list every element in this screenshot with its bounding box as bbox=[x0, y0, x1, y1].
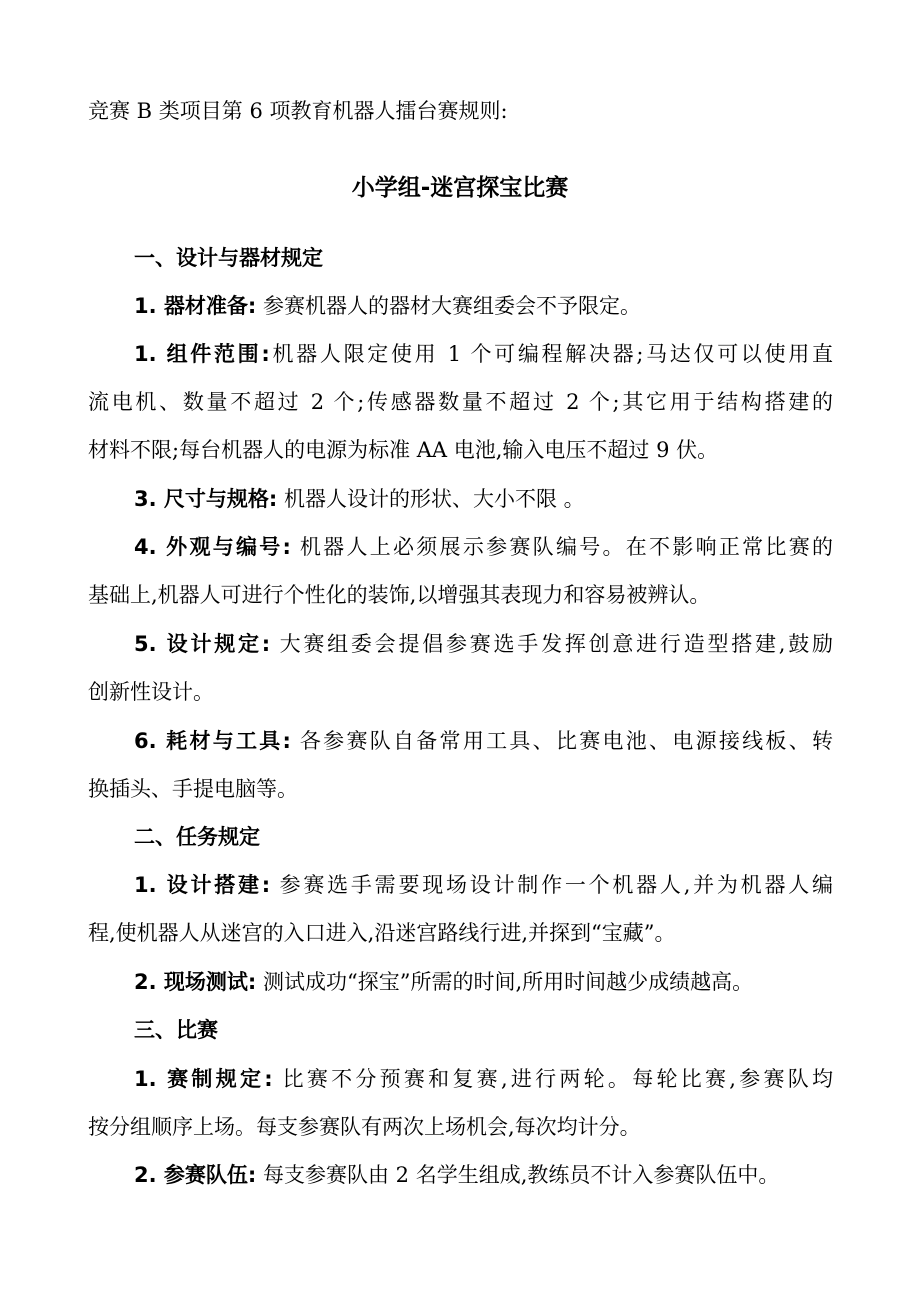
item-build bbox=[134, 870, 833, 900]
item-text: 比赛不分预赛和复赛,进行两轮。每轮比赛,参赛队均 bbox=[272, 1067, 833, 1091]
section-heading-design: 一、设计与器材规定 bbox=[134, 246, 323, 270]
section-heading-task: 二、任务规定 bbox=[134, 825, 260, 849]
item-appearance-line2: 基础上,机器人可进行个性化的装饰,以增强其表现力和容易被辨认。 bbox=[88, 583, 711, 607]
item-label: 1. 赛制规定: bbox=[134, 1067, 273, 1091]
item-text: 机器人设计的形状、大小不限 。 bbox=[277, 487, 585, 511]
item-text: 参赛选手需要现场设计制作一个机器人,并为机器人编 bbox=[270, 873, 833, 897]
item-text: 大赛组委会提倡参赛选手发挥创意进行造型搭建,鼓励 bbox=[270, 632, 833, 656]
item-build-line2: 程,使机器人从迷宫的入口进入,沿迷宫路线行进,并探到“宝藏”。 bbox=[88, 921, 676, 945]
page-title: 小学组-迷宫探宝比赛 bbox=[351, 175, 569, 201]
item-label: 3. 尺寸与规格: bbox=[134, 487, 278, 511]
item-design-rule bbox=[134, 629, 833, 659]
item-label: 1. 设计搭建: bbox=[134, 873, 271, 897]
item-label: 2. 现场测试: bbox=[134, 970, 257, 994]
item-design-rule-line2: 创新性设计。 bbox=[88, 680, 214, 704]
item-format-line2: 按分组顺序上场。每支参赛队有两次上场机会,每次均计分。 bbox=[88, 1115, 641, 1139]
item-components bbox=[134, 339, 833, 369]
item-components-line3: 材料不限;每台机器人的电源为标准 AA 电池,输入电压不超过 9 伏。 bbox=[88, 438, 719, 462]
item-label: 1. 组件范围: bbox=[134, 342, 270, 366]
item-materials bbox=[134, 726, 833, 756]
item-materials-line2: 换插头、手提电脑等。 bbox=[88, 777, 298, 801]
item-label: 6. 耗材与工具: bbox=[134, 729, 291, 753]
item-teams bbox=[134, 1160, 833, 1190]
item-format bbox=[134, 1064, 833, 1094]
item-text: 各参赛队自备常用工具、比赛电池、电源接线板、转 bbox=[290, 729, 833, 753]
item-appearance bbox=[134, 532, 833, 562]
item-label: 1. 器材准备: bbox=[134, 294, 257, 318]
item-text: 测试成功“探宝”所需的时间,所用时间越少成绩越高。 bbox=[256, 970, 754, 994]
item-test bbox=[134, 967, 833, 997]
intro-line: 竞赛 B 类项目第 6 项教育机器人擂台赛规则: bbox=[88, 99, 508, 123]
section-heading-competition: 三、比赛 bbox=[134, 1018, 218, 1042]
item-equipment bbox=[134, 291, 833, 321]
item-text: 参赛机器人的器材大赛组委会不予限定。 bbox=[256, 294, 641, 318]
item-label: 4. 外观与编号: bbox=[134, 535, 291, 559]
item-size bbox=[134, 484, 833, 514]
item-text: 机器人限定使用 1 个可编程解决器;马达仅可以使用直 bbox=[269, 342, 833, 366]
item-text: 机器人上必须展示参赛队编号。在不影响正常比赛的 bbox=[290, 535, 833, 559]
item-text: 每支参赛队由 2 名学生组成,教练员不计入参赛队伍中。 bbox=[256, 1163, 780, 1187]
item-label: 2. 参赛队伍: bbox=[134, 1163, 257, 1187]
item-components-line2: 流电机、数量不超过 2 个;传感器数量不超过 2 个;其它用于结构搭建的 bbox=[88, 390, 833, 414]
item-label: 5. 设计规定: bbox=[134, 632, 271, 656]
